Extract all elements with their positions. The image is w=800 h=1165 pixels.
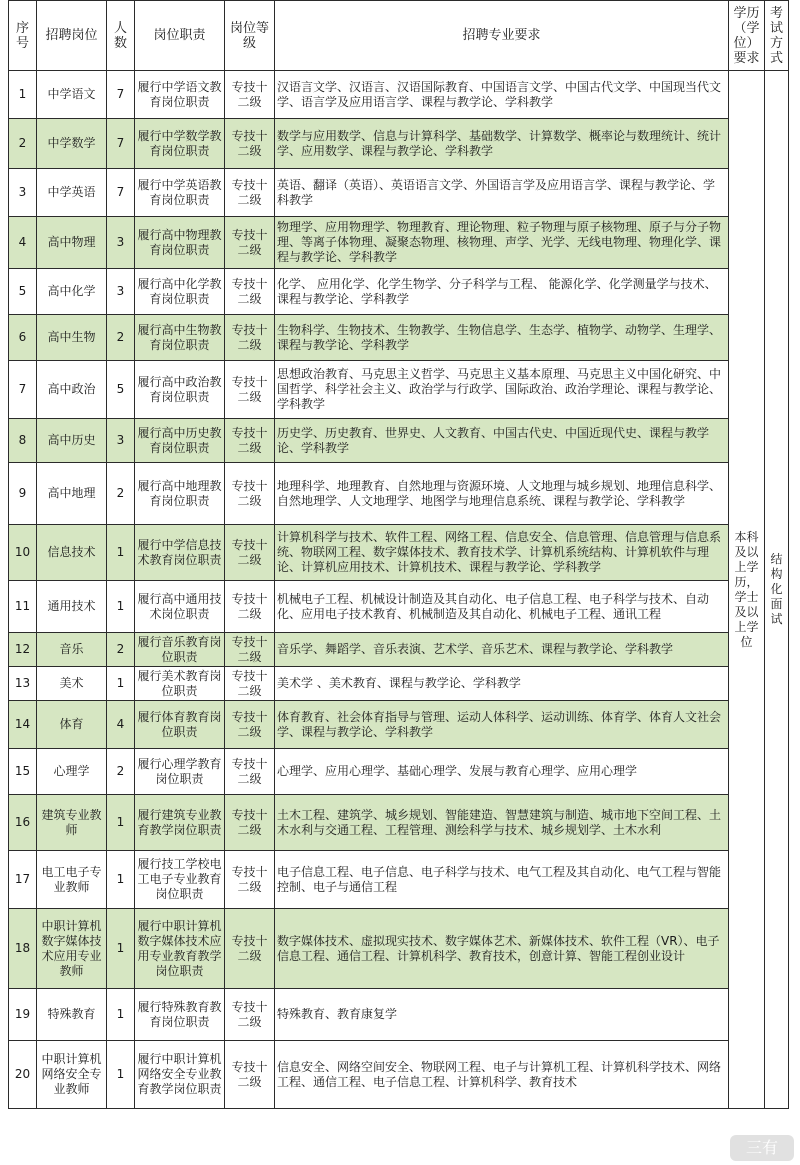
- table-row: [9, 701, 789, 749]
- grade-text: 专技十二级: [225, 989, 275, 1041]
- post-name: 建筑专业教师: [37, 795, 107, 851]
- grade-text: 专技十二级: [225, 525, 275, 581]
- grade-text: 专技十二级: [225, 633, 275, 667]
- headcount: 4: [107, 701, 135, 749]
- table-row: [9, 795, 789, 851]
- post-name: 中学英语: [37, 169, 107, 217]
- row-number: 14: [9, 701, 37, 749]
- duty-text: 履行高中物理教育岗位职责: [135, 217, 225, 269]
- row-number: 19: [9, 989, 37, 1041]
- duty-text: 履行体育教育岗位职责: [135, 701, 225, 749]
- row-number: 17: [9, 851, 37, 909]
- table-row: [9, 749, 789, 795]
- duty-text: 履行高中历史教育岗位职责: [135, 419, 225, 463]
- table-row: [9, 315, 789, 361]
- grade-text: 专技十二级: [225, 1041, 275, 1109]
- header-major: 招聘专业要求: [275, 1, 729, 71]
- duty-text: 履行中学信息技术教育岗位职责: [135, 525, 225, 581]
- table-row: [9, 667, 789, 701]
- grade-text: 专技十二级: [225, 581, 275, 633]
- row-number: 8: [9, 419, 37, 463]
- header-post: 招聘岗位: [37, 1, 107, 71]
- row-number: 18: [9, 909, 37, 989]
- grade-text: 专技十二级: [225, 909, 275, 989]
- major-requirements: 汉语言文学、汉语言、汉语国际教育、中国语言文学、中国古代文学、中国现当代文学、语言学及应用语言学、课程与教学论、学科教学: [275, 71, 729, 119]
- table-row: [9, 119, 789, 169]
- table-row: [9, 217, 789, 269]
- major-requirements: 数学与应用数学、信息与计算科学、基础数学、计算数学、概率论与数理统计、统计学、应用数学、课程与教学论、学科教学: [275, 119, 729, 169]
- table-row: [9, 851, 789, 909]
- post-name: 通用技术: [37, 581, 107, 633]
- grade-text: 专技十二级: [225, 795, 275, 851]
- grade-text: 专技十二级: [225, 269, 275, 315]
- major-requirements: 土木工程、建筑学、城乡规划、智能建造、智慧建筑与制造、城市地下空间工程、土木水利与交通工程、工程管理、测绘科学与技术、城乡规划学、土木水利: [275, 795, 729, 851]
- duty-text: 履行中学英语教育岗位职责: [135, 169, 225, 217]
- header-education: 学历（学位）要求: [729, 1, 765, 71]
- post-name: 中学语文: [37, 71, 107, 119]
- table-row: [9, 633, 789, 667]
- grade-text: 专技十二级: [225, 419, 275, 463]
- post-name: 信息技术: [37, 525, 107, 581]
- table-row: [9, 269, 789, 315]
- headcount: 3: [107, 419, 135, 463]
- post-name: 高中物理: [37, 217, 107, 269]
- row-number: 7: [9, 361, 37, 419]
- table-row: [9, 463, 789, 525]
- major-requirements: 机械电子工程、机械设计制造及其自动化、电子信息工程、电子科学与技术、自动化、应用电子技术教育、机械制造及其自动化、机械电子工程、通讯工程: [275, 581, 729, 633]
- duty-text: 履行高中通用技术岗位职责: [135, 581, 225, 633]
- major-requirements: 计算机科学与技术、软件工程、网络工程、信息安全、信息管理、信息管理与信息系统、物联网工程、数字媒体技术、教育技术学、计算机系统结构、计算机软件与理论、计算机应用技术、计算机技术、课程与教学论、学科教学: [275, 525, 729, 581]
- headcount: 1: [107, 667, 135, 701]
- post-name: 高中历史: [37, 419, 107, 463]
- header-count: 人数: [107, 1, 135, 71]
- major-requirements: 地理科学、地理教育、自然地理与资源环境、人文地理与城乡规划、地理信息科学、自然地理学、人文地理学、地图学与地理信息系统、课程与教学论、学科教学: [275, 463, 729, 525]
- table-row: [9, 581, 789, 633]
- header-duty: 岗位职责: [135, 1, 225, 71]
- duty-text: 履行特殊教育教育岗位职责: [135, 989, 225, 1041]
- duty-text: 履行高中生物教育岗位职责: [135, 315, 225, 361]
- row-number: 10: [9, 525, 37, 581]
- major-requirements: 历史学、历史教育、世界史、人文教育、中国古代史、中国近现代史、课程与教学论、学科教学: [275, 419, 729, 463]
- major-requirements: 特殊教育、教育康复学: [275, 989, 729, 1041]
- grade-text: 专技十二级: [225, 667, 275, 701]
- post-name: 高中化学: [37, 269, 107, 315]
- major-requirements: 美术学 、美术教育、课程与教学论、学科教学: [275, 667, 729, 701]
- table-row: [9, 1041, 789, 1109]
- header-exam: 考试方式: [765, 1, 789, 71]
- grade-text: 专技十二级: [225, 119, 275, 169]
- post-name: 高中生物: [37, 315, 107, 361]
- grade-text: 专技十二级: [225, 315, 275, 361]
- duty-text: 履行中学语文教育岗位职责: [135, 71, 225, 119]
- post-name: 电工电子专业教师: [37, 851, 107, 909]
- major-requirements: 音乐学、舞蹈学、音乐表演、艺术学、音乐艺术、课程与教学论、学科教学: [275, 633, 729, 667]
- table-row: [9, 909, 789, 989]
- major-requirements: 物理学、应用物理学、物理教育、理论物理、粒子物理与原子核物理、原子与分子物理、等离子体物理、凝聚态物理、核物理、声学、光学、无线电物理、物理化学、课程与教学论、学科教学: [275, 217, 729, 269]
- post-name: 美术: [37, 667, 107, 701]
- grade-text: 专技十二级: [225, 71, 275, 119]
- exam-method: 结构化面试: [765, 71, 789, 1109]
- watermark-logo: 三有: [730, 1135, 794, 1161]
- post-name: 中职计算机数字媒体技术应用专业教师: [37, 909, 107, 989]
- header-row: [9, 1, 789, 71]
- table-row: [9, 71, 789, 119]
- headcount: 1: [107, 989, 135, 1041]
- duty-text: 履行中学数学教育岗位职责: [135, 119, 225, 169]
- post-name: 高中政治: [37, 361, 107, 419]
- grade-text: 专技十二级: [225, 749, 275, 795]
- table-row: [9, 989, 789, 1041]
- row-number: 1: [9, 71, 37, 119]
- duty-text: 履行高中地理教育岗位职责: [135, 463, 225, 525]
- duty-text: 履行高中政治教育岗位职责: [135, 361, 225, 419]
- table-row: [9, 419, 789, 463]
- duty-text: 履行美术教育岗位职责: [135, 667, 225, 701]
- grade-text: 专技十二级: [225, 851, 275, 909]
- headcount: 2: [107, 463, 135, 525]
- post-name: 音乐: [37, 633, 107, 667]
- headcount: 2: [107, 749, 135, 795]
- grade-text: 专技十二级: [225, 217, 275, 269]
- grade-text: 专技十二级: [225, 463, 275, 525]
- row-number: 16: [9, 795, 37, 851]
- duty-text: 履行中职计算机网络安全专业教育教学岗位职责: [135, 1041, 225, 1109]
- post-name: 中学数学: [37, 119, 107, 169]
- post-name: 中职计算机网络安全专业教师: [37, 1041, 107, 1109]
- row-number: 13: [9, 667, 37, 701]
- headcount: 7: [107, 71, 135, 119]
- post-name: 高中地理: [37, 463, 107, 525]
- headcount: 1: [107, 581, 135, 633]
- headcount: 7: [107, 169, 135, 217]
- major-requirements: 体育教育、社会体育指导与管理、运动人体科学、运动训练、体育学、体育人文社会学、课程与教学论、学科教学: [275, 701, 729, 749]
- headcount: 1: [107, 909, 135, 989]
- row-number: 3: [9, 169, 37, 217]
- table-row: [9, 169, 789, 217]
- major-requirements: 数字媒体技术、虚拟现实技术、数字媒体艺术、新媒体技术、软件工程（VR）、电子信息工程、通信工程、计算机科学、教育技术，创意计算、智能工程创业设计: [275, 909, 729, 989]
- row-number: 12: [9, 633, 37, 667]
- duty-text: 履行心理学教育岗位职责: [135, 749, 225, 795]
- major-requirements: 信息安全、网络空间安全、物联网工程、电子与计算机工程、计算机科学技术、网络工程、通信工程、电子信息工程、计算机科学、教育技术: [275, 1041, 729, 1109]
- duty-text: 履行高中化学教育岗位职责: [135, 269, 225, 315]
- grade-text: 专技十二级: [225, 169, 275, 217]
- headcount: 1: [107, 795, 135, 851]
- row-number: 5: [9, 269, 37, 315]
- row-number: 9: [9, 463, 37, 525]
- major-requirements: 心理学、应用心理学、基础心理学、发展与教育心理学、应用心理学: [275, 749, 729, 795]
- headcount: 1: [107, 525, 135, 581]
- row-number: 15: [9, 749, 37, 795]
- headcount: 1: [107, 851, 135, 909]
- grade-text: 专技十二级: [225, 361, 275, 419]
- major-requirements: 英语、翻译（英语）、英语语言文学、外国语言学及应用语言学、课程与教学论、学科教学: [275, 169, 729, 217]
- post-name: 心理学: [37, 749, 107, 795]
- grade-text: 专技十二级: [225, 701, 275, 749]
- post-name: 体育: [37, 701, 107, 749]
- post-name: 特殊教育: [37, 989, 107, 1041]
- headcount: 5: [107, 361, 135, 419]
- headcount: 2: [107, 315, 135, 361]
- header-grade: 岗位等级: [225, 1, 275, 71]
- duty-text: 履行中职计算机数字媒体技术应用专业教育教学岗位职责: [135, 909, 225, 989]
- table-row: [9, 525, 789, 581]
- headcount: 3: [107, 269, 135, 315]
- row-number: 20: [9, 1041, 37, 1109]
- major-requirements: 生物科学、生物技术、生物教学、生物信息学、生态学、植物学、动物学、生理学、课程与教学论、学科教学: [275, 315, 729, 361]
- major-requirements: 思想政治教育、马克思主义哲学、马克思主义基本原理、马克思主义中国化研究、中国哲学、科学社会主义、政治学与行政学、国际政治、政治学理论、课程与教学论、学科教学: [275, 361, 729, 419]
- row-number: 6: [9, 315, 37, 361]
- row-number: 2: [9, 119, 37, 169]
- duty-text: 履行建筑专业教育教学岗位职责: [135, 795, 225, 851]
- major-requirements: 化学、 应用化学、化学生物学、分子科学与工程、 能源化学、化学测量学与技术、课程与教学论、学科教学: [275, 269, 729, 315]
- table-row: [9, 361, 789, 419]
- education-requirement: 本科及以上学历，学士及以上学位: [729, 71, 765, 1109]
- headcount: 3: [107, 217, 135, 269]
- table-body: [9, 71, 789, 1109]
- headcount: 7: [107, 119, 135, 169]
- header-no: 序号: [9, 1, 37, 71]
- row-number: 4: [9, 217, 37, 269]
- recruitment-table: [8, 0, 789, 1109]
- duty-text: 履行技工学校电工电子专业教育岗位职责: [135, 851, 225, 909]
- duty-text: 履行音乐教育岗位职责: [135, 633, 225, 667]
- headcount: 1: [107, 1041, 135, 1109]
- headcount: 2: [107, 633, 135, 667]
- row-number: 11: [9, 581, 37, 633]
- major-requirements: 电子信息工程、电子信息、电子科学与技术、电气工程及其自动化、电气工程与智能控制、电子与通信工程: [275, 851, 729, 909]
